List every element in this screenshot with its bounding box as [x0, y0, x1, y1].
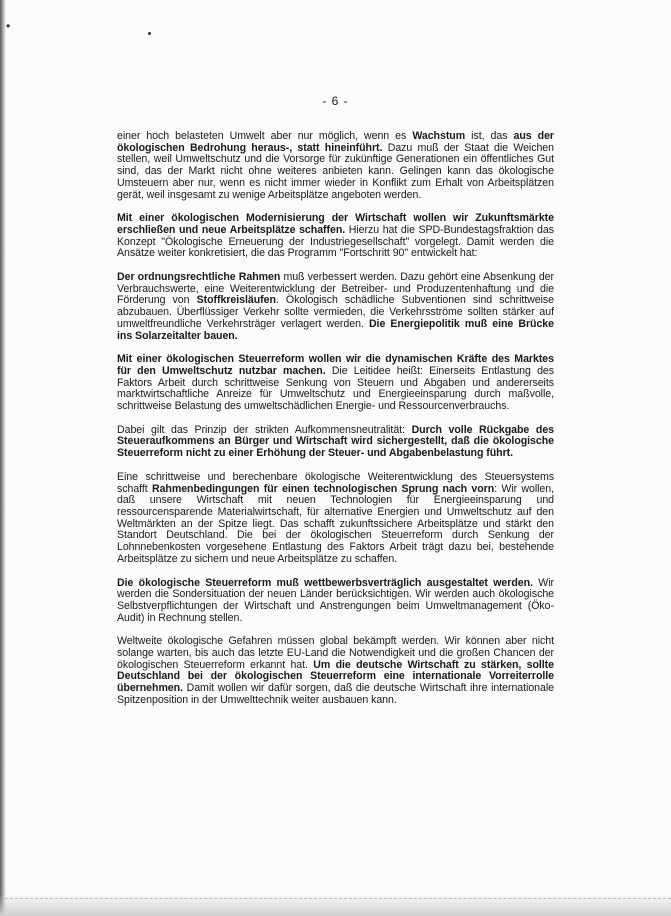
text-segment: Dabei gilt das Prinzip der strikten Aufkommensneutralität:: [117, 423, 412, 436]
text-segment: Wir werden die Sondersituation der neuen Länder berücksichtigen. Wir werden auch ökologische Selbstverpflichtungen der Wirtschaft und Anstrengungen beim Umweltmanagement (Öko-Audit) in Rechnung stellen.: [117, 576, 555, 624]
scan-edge-bottom: [0, 894, 671, 916]
text-segment: Dazu muß der Staat die Weichen stellen, weil Umweltschutz und die Vorsorge für zukünftige Generationen ein öffentliches Gut sind, das der Markt nicht ohne weiteres anbieten kann. Gelingen kann das ökologische Umsteuern aber nur, wenn es nicht immer wieder in Konflikt zum Erhalt von Arbeitsplätzen gerät, weil insgesamt zu wenige Arbeitsplätze angeboten werden.: [117, 141, 554, 201]
scan-edge-left: [0, 0, 6, 916]
paragraph: [117, 636, 554, 706]
text-segment: Hierzu hat die SPD-Bundestagsfraktion das Konzept "Ökologische Erneuerung der Industriegesellschaft" vorgelegt. Damit werden die Ansätze weiter konkretisiert, die das Programm "Fortschritt 90" entwickelt hat:: [117, 223, 554, 260]
text-segment: ist, das: [465, 130, 514, 142]
bold-text-segment: Die Energiepolitik muß eine Brücke ins Solarzeitalter bauen.: [117, 317, 554, 342]
paragraph: [117, 272, 554, 342]
paragraph: [117, 425, 554, 460]
document-body: [117, 131, 554, 719]
text-segment: einer hoch belasteten Umwelt aber nur möglich, wenn es: [117, 130, 413, 142]
bold-text-segment: Durch volle Rückgabe des Steueraufkommens an Bürger und Wirtschaft wird sichergestellt, daß die ökologische Steuerreform nicht zu einer Erhöhung der Steuer- und Abgabenbelastung führt.: [117, 423, 554, 460]
bold-text-segment: aus der ökologischen Bedrohung heraus-, statt hineinführt.: [117, 130, 554, 154]
text-segment: . Ökologisch schädliche Subventionen sind schrittweise abzubauen. Überflüssiger Verkehr sollte vermieden, die Verkehrsströme sollten stärker auf umweltfreundliche Verkehrsträger verlagert werden.: [117, 294, 554, 330]
bold-text-segment: Wachstum: [412, 130, 466, 142]
text-segment: muß verbessert werden. Dazu gehört eine Absenkung der Verbrauchswerte, eine Weiterentwicklung der Betreiber- und Produzentenhaftung und die Förderung von: [117, 271, 554, 307]
text-segment: : Wir wollen, daß unsere Wirtschaft mit neuen Technologien für Energieeinsparung und ressourcensparende Materialwirtschaft, für alternative Energien und Umweltschutz auf den Weltmärkten an der Spitze liegt. Das schafft zukunftssichere Arbeitsplätze und stärkt den Standort Deutschland. Die bei der ökologischen Steuerreform durch Senkung der Lohnnebenkosten vorgesehene Entlastung des Faktors Arbeit trägt dazu bei, bestehende Arbeitsplätze zu sichern und neue Arbeitsplätze zu schaffen.: [117, 482, 555, 565]
paragraph: [117, 472, 554, 566]
page-number: - 6 -: [322, 94, 349, 108]
text-segment: Die Leitidee heißt: Einerseits Entlastung des Faktors Arbeit durch schrittweise Senkung von Steuern und Abgaben und andererseits marktwirtschaftliche Anreize für Umweltschutz und Energieeinsparung durch maßvolle, schrittweise Belastung des umweltschädlichen Energie- und Ressourcenverbrauchs.: [117, 364, 554, 413]
paragraph: [117, 354, 554, 413]
bold-text-segment: Mit einer ökologischen Steuerreform wollen wir die dynamischen Kräfte des Marktes für den Umweltschutz nutzbar machen.: [117, 353, 554, 377]
scan-speck: [148, 32, 151, 35]
paragraph: [117, 578, 554, 625]
bold-text-segment: Stoffkreisläufen: [196, 294, 276, 307]
text-segment: Damit wollen wir dafür sorgen, daß die deutsche Wirtschaft ihre internationale Spitzenposition in der Umwelttechnik weiter ausbauen kann.: [117, 682, 554, 706]
paragraph: [117, 131, 554, 201]
text-segment: Eine schrittweise und berechenbare ökologische Weiterentwicklung des Steuersystems schafft: [117, 470, 554, 495]
corner-mark: •: [6, 19, 11, 33]
text-segment: Weltweite ökologische Gefahren müssen global bekämpft werden. Wir können aber nicht solange warten, bis auch das letzte EU-Land die Notwendigkeit und die großen Chancen der ökologischen Steuerreform erkannt hat.: [117, 635, 554, 671]
bold-text-segment: Um die deutsche Wirtschaft zu stärken, sollte Deutschland bei der ökologischen Steuerreform eine internationale Vorreiterrolle übernehmen.: [117, 658, 554, 695]
paragraph: [117, 213, 554, 260]
bold-text-segment: Rahmenbedingungen für einen technologischen Sprung nach vorn: [151, 482, 495, 495]
bold-text-segment: Mit einer ökologischen Modernisierung der Wirtschaft wollen wir Zukunftsmärkte erschließen und neue Arbeitsplätze schaffen.: [117, 212, 554, 236]
bold-text-segment: Der ordnungsrechtliche Rahmen: [117, 271, 281, 284]
bold-text-segment: Die ökologische Steuerreform muß wettbewerbsverträglich ausgestaltet werden.: [117, 576, 533, 589]
